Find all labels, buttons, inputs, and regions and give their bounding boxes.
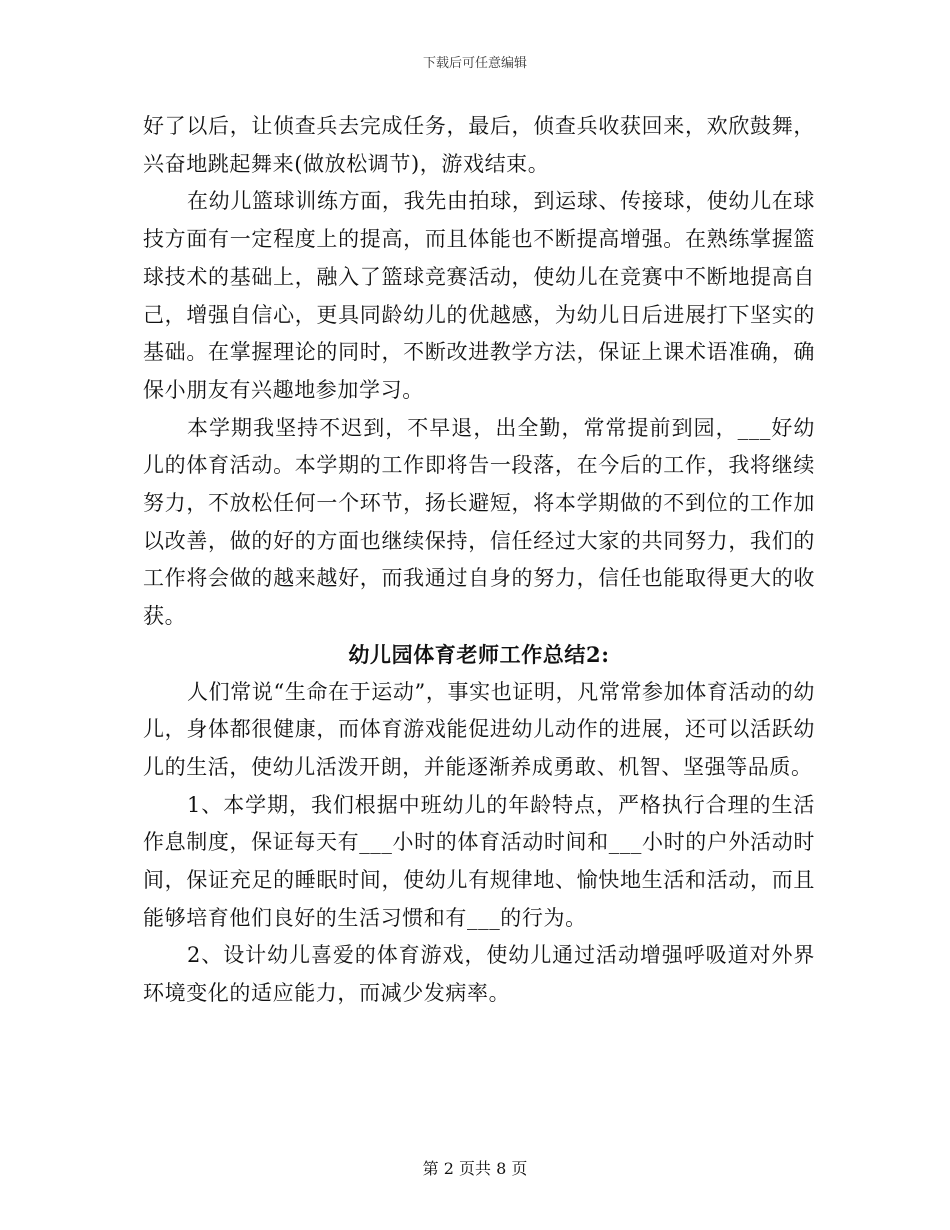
section-title: 幼儿园体育老师工作总结2: bbox=[348, 641, 610, 667]
paragraph-attendance: 本学期我坚持不迟到，不早退，出全勤，常常提前到园，___好幼儿的体育活动。本学期的工作即将告一段落，在今后的工作，我将继续努力，不放松任何一个环节，扬长避短，将本学期做的不到位的工作加以改善，做的好的方面也继续保持，信任经过大家的共同努力，我们的工作将会做的越来越好，而我通过自身的努力，信任也能取得更大的收获。 bbox=[143, 415, 815, 629]
paragraph-schedule: 1、本学期，我们根据中班幼儿的年龄特点，严格执行合理的生活作息制度，保证每天有___小时的体育活动时间和___小时的户外活动时间，保证充足的睡眠时间，使幼儿有规律地、愉快地生活和活动，而且能够培育他们良好的生活习惯和有___的行为。 bbox=[143, 792, 815, 930]
paragraph-sports-games: 2、设计幼儿喜爱的体育游戏，使幼儿通过活动增强呼吸道对外界环境变化的适应能力，而减少发病率。 bbox=[143, 943, 815, 1006]
paragraph-game-ending: 好了以后，让侦查兵去完成任务，最后，侦查兵收获回来，欢欣鼓舞，兴奋地跳起舞来(做放松调节)，游戏结束。 bbox=[143, 114, 815, 176]
document-body bbox=[143, 108, 815, 1013]
paragraph-life-in-motion: 人们常说“生命在于运动”，事实也证明，凡常常参加体育活动的幼儿，身体都很健康，而体育游戏能促进幼儿动作的进展，还可以活跃幼儿的生活，使幼儿活泼开朗，并能逐渐养成勇敢、机智、坚强等品质。 bbox=[143, 679, 815, 779]
page-number: 第 2 页共 8 页 bbox=[422, 1159, 528, 1178]
paragraph-basketball-training: 在幼儿篮球训练方面，我先由拍球，到运球、传接球，使幼儿在球技方面有一定程度上的提高，而且体能也不断提高增强。在熟练掌握篮球技术的基础上，融入了篮球竞赛活动，使幼儿在竞赛中不断地提高自己，增强自信心，更具同龄幼儿的优越感，为幼儿日后进展打下坚实的基础。在掌握理论的同时，不断改进教学方法，保证上课术语准确，确保小朋友有兴趣地参加学习。 bbox=[143, 189, 815, 402]
page-header-note: 下载后可任意编辑 bbox=[422, 56, 527, 71]
